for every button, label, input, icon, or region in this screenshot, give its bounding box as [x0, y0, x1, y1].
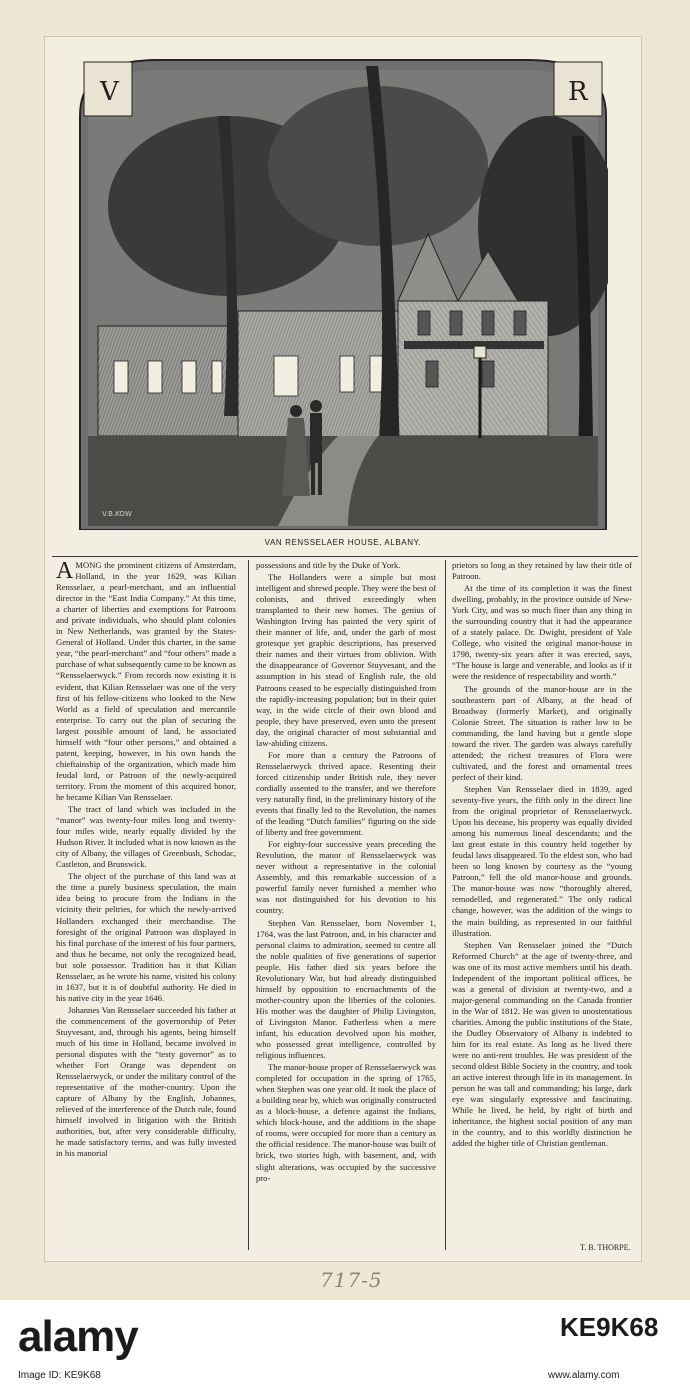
- column-divider-1: [248, 560, 249, 1250]
- article-column-3: [452, 560, 632, 1236]
- paragraph-4: Johannes Van Rensselaer succeeded his father at the commencement of the governorship of Peter Stuyvesant, and, through his agents, being himself much of his time in Holland, became involved in personal disputes with the “testy governor” as to whether Fort Orange was dependent on Rensselaerwyck, or under the military control of the representative of the mother-country. Upon the capture of Albany by the English, Johannes, relieved of the interference of the Dutch rule, found himself involved in litigation with the British authorities, but, after very considerable difficulty, he made satisfactory terms, and was fully invested in his manorial: [56, 1004, 236, 1159]
- author-signature: T. B. THORPE.: [580, 1243, 631, 1252]
- paragraph-13: The grounds of the manor-house are in the southeastern part of Albany, at the head of Broadway (formerly Market), and originally Colonie Street. The situation is rather low to be commanding, the land having but a gentle slope toward the river. The garden was always carefully attended; the richest treasures of Flora were cultivated, and the forest and ornamental trees perfect of their kind.: [452, 683, 632, 782]
- paragraph-10: The manor-house proper of Rensselaerwyck was completed for occupation in the spring of 1765, when Stephen was one year old. It took the place of a building near by, which was originally constructed as a block-house, a defence against the Indians, which block-house, and the additions in the shape of rooms, were occupied for more than a century as the official residence. The manor-house was built of brick, two stories high, with basement, and, with slight alterations, was occupied by the successive pro-: [256, 1062, 436, 1183]
- pencil-annotation: 717-5: [320, 1268, 383, 1292]
- paragraph-6: The Hollanders were a simple but most intelligent and shrewd people. They were the best of colonists, and thrived exceedingly when transplanted to their new homes. The genius of Washington Irving has painted the very spirit of their manner of life, and, under the garb of most grotesque yet graphic descriptions, has preserved their names and their virtues from oblivion. With the disappearance of Governor Stuyvesant, and the assumption in his stead of English rule, the old Patroons ceased to be especially distinguished from the rapidly-increasing population; but in their quiet way, in the wide circle of their own blood and people, they have preserved, even unto the present day, the original character of most substantial and law-abiding citizens.: [256, 572, 436, 748]
- article-column-2: [256, 560, 436, 1250]
- paragraph-11: prietors so long as they retained by law their title of Patroon.: [452, 560, 632, 582]
- engraving-illustration: [78, 56, 608, 530]
- paragraph-1: AMONG the prominent citizens of Amsterdam, Holland, in the year 1629, was Kilian Rensselaer, a pearl-merchant, and an influential director in the “East India Company.” At this time, a charter of liberties and exemptions for Patroons and private individuals, who should plant colonies in New Netherlands, was granted by the States-General of Holland. Under this charter, in the same year, “the pearl-merchant” and “four others” made a purchase of what subsequently came to be known as “Rensselaerwyck.” From records now existing it is evident, that Kilian Rensselaer was one of the very first of his fellow-citizens who looked to the New World as a field of speculation and mercantile enterprise. To carry out the plan of securing the largest possible amount of land, he associated himself with “four other persons,” and obtained a patent, keeping, however, in his own hands the chieftainship of the organization, which made him feudal lord, or Patroon of the newly-acquired territory. From the moment of this acquired honor, he became Kilian Van Rensselaer.: [56, 560, 236, 802]
- svg-text:V.B.KOW: V.B.KOW: [102, 510, 132, 518]
- paragraph-7: For more than a century the Patroons of Rensselaerwyck thrived apace. Resenting their forced citizenship under British rule, they never cordially assented to the transfer, and we therefore very naturally find, in the preliminary history of the events that finally led to the Revolution, the names of the leading “Dutch families” figuring on the side of liberty and free government.: [256, 749, 436, 838]
- watermark-code: KE9K68: [560, 1312, 659, 1342]
- watermark-url: www.alamy.com: [548, 1370, 620, 1381]
- paragraph-12: At the time of its completion it was the finest dwelling, probably, in the province outside of New-York City, and was so much finer than any thing in the surrounding country that it had the appearance of a stately palace. Dr. Dwight, president of Yale College, who visited the original manor-house in 1798, twenty-six years after it was erected, says, “The house is large and venerable, and looks as if it were the residence of respectability and worth.”: [452, 583, 632, 682]
- alamy-logo: alamy: [18, 1312, 138, 1361]
- corner-letter-v: V: [100, 77, 119, 107]
- drop-cap: A: [56, 560, 74, 584]
- paragraph-3: The object of the purchase of this land was at the time a purely business speculation, the main idea being to procure from the Indians in the vicinity their peltries, for which the newly-arrived Hollanders exchanged their merchandise. The foresight of the original Patroon was displayed in his final purchase of the interest of his four partners, and thus he became, not only the recognized head, but sole possessor. Tradition has it that Kilian Rensselaer, as he wrote his name, visited his colony in 1637, but it is of doubtful authority. He died in his native city in the year 1646.: [56, 871, 236, 1003]
- corner-letter-r: R: [568, 77, 588, 107]
- paragraph-14: Stephen Van Rensselaer died in 1839, aged seventy-five years, the fifth only in the direct line from the original proprietor of Rensselaerwyck. Upon his decease, his property was equally divided among his numerous lineal descendants; and the last great estate in this country held together by feudal laws disappeared. To the eldest son, who had been so long known by courtesy as the “young Patroon,” fell the old manor-house and grounds. The manor-house was now “thoroughly altered, remodelled, and regenerated.” The only radical change, however, was the addition of the wings to the main building, as represented in our faithful illustration.: [452, 783, 632, 938]
- watermark-image-id: Image ID: KE9K68: [18, 1370, 101, 1381]
- paragraph-2: The tract of land which was included in the “manor” was twenty-four miles long and twenty-four miles wide, nearly equally divided by the Hudson River. It included what is now known as the city of Albany, the villages of Greenbush, Schodac, Castleton, and Brunswick.: [56, 804, 236, 870]
- top-rule: [52, 556, 638, 557]
- column-divider-2: [445, 560, 446, 1250]
- paragraph-8: For eighty-four successive years preceding the Revolution, the manor of Rensselaerwyck was never without a representative in the colonial Assembly, and this remarkable succession of a powerful family never furnished a member who was not distinguished for his devotion to his country.: [256, 839, 436, 916]
- paragraph-15: Stephen Van Rensselaer joined the “Dutch Reformed Church” at the age of twenty-three, and was one of its most active members until his death. Independent of the important political offices, he was a general of division at twenty-two, and a major-general commanding on the Canada frontier in the War of 1812. He was given to unostentatious charities. Among the public institutions of the State, the Dudley Observatory of Albany is indebted to him for its real estate. As long as he lived there were no anti-rent troubles. He was president of the second oldest Bible Society in the country, and took an active interest through life in its management. In person he was tall and commanding; his large, dark eye was singularly expressive and fascinating. While he lived, he held, by right of birth and inheritance, the highest social position of any man in the country, and to this worldly distinction he added the higher title of Christian gentleman.: [452, 939, 632, 1149]
- illustration-caption: VAN RENSSELAER HOUSE, ALBANY.: [264, 538, 422, 547]
- paragraph-9: Stephen Van Rensselaer, born November 1, 1764, was the last Patroon, and, in his character and personal claims to admiration, seemed to centre all the noble qualities of five generations of superior people. His father died six years before the Revolutionary War, but had already distinguished himself by opposition to encroachments of the mother-country upon the liberties of the colonies. His mother was the daughter of Philip Livingston, of Livingston Manor. Fatherless when a mere infant, his education devolved upon his mother, who possessed great intelligence, controlled by religious influences.: [256, 917, 436, 1061]
- paragraph-5: possessions and title by the Duke of York.: [256, 560, 401, 570]
- article-column-1: [56, 560, 236, 1250]
